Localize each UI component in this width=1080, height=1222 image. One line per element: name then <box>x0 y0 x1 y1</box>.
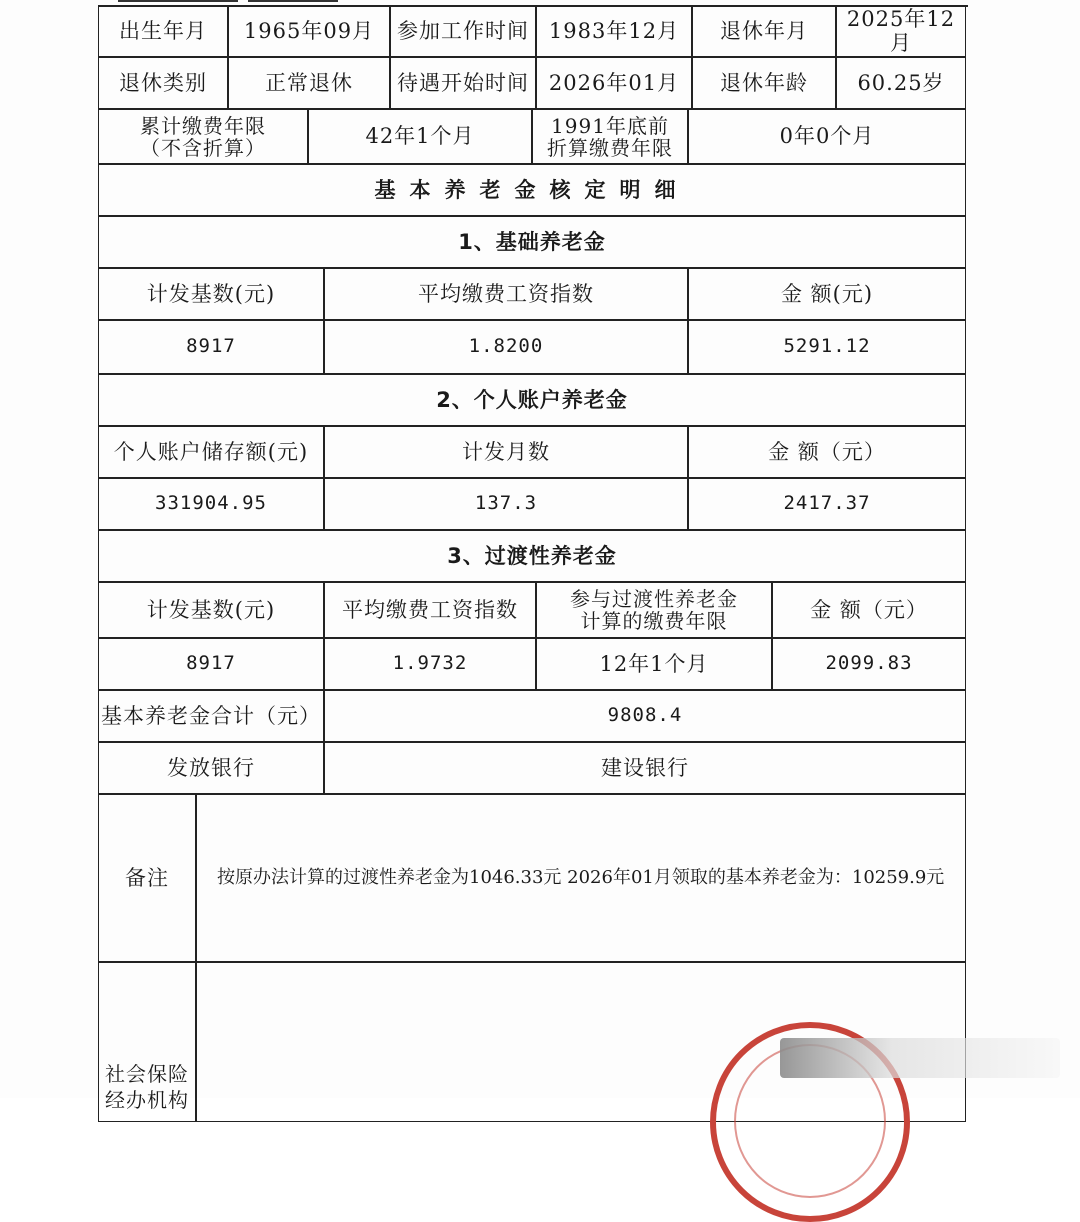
retire-age-label: 退休年龄 <box>692 57 836 109</box>
transition-years-value: 12年1个月 <box>536 638 772 690</box>
remark-label: 备注 <box>98 794 196 962</box>
basic-index-value: 1.8200 <box>324 320 688 374</box>
transition-years-header <box>536 582 772 638</box>
redaction-blur <box>780 1038 1060 1078</box>
personal-months-value: 137.3 <box>324 478 688 530</box>
basic-base-header: 计发基数(元) <box>98 268 324 320</box>
basic-index-header: 平均缴费工资指数 <box>324 268 688 320</box>
birth-value: 1965年09月 <box>228 5 390 57</box>
retire-type-value: 正常退休 <box>228 57 390 109</box>
retire-month-value: 2025年12月 <box>836 5 966 57</box>
work-start-label: 参加工作时间 <box>390 5 536 57</box>
total-years-value: 42年1个月 <box>308 109 532 164</box>
total-years-label-line2: （不含折算） <box>140 135 266 160</box>
pre1991-label-line2: 折算缴费年限 <box>547 135 673 160</box>
transition-index-value: 1.9732 <box>324 638 536 690</box>
transition-years-header-line1: 参与过渡性养老金 <box>570 587 738 611</box>
transition-pension-heading: 3、过渡性养老金 <box>98 530 966 582</box>
agency-label-line1: 社会保险 <box>105 1062 189 1086</box>
agency-label-line2: 经办机构 <box>105 1088 189 1112</box>
transition-base-header: 计发基数(元) <box>98 582 324 638</box>
pre1991-label <box>532 109 688 164</box>
bank-value: 建设银行 <box>324 742 966 794</box>
transition-base-value: 8917 <box>98 638 324 690</box>
pre1991-value: 0年0个月 <box>688 109 966 164</box>
benefit-start-label: 待遇开始时间 <box>390 57 536 109</box>
remark-text: 按原办法计算的过渡性养老金为1046.33元 2026年01月领取的基本养老金为：10259.9元 <box>196 794 966 962</box>
work-start-value: 1983年12月 <box>536 5 692 57</box>
detail-title: 基本养老金核定明细 <box>98 164 966 216</box>
transition-years-header-line2: 计算的缴费年限 <box>580 609 728 633</box>
personal-amount-header: 金 额（元） <box>688 426 966 478</box>
transition-index-header: 平均缴费工资指数 <box>324 582 536 638</box>
retire-age-value: 60.25岁 <box>836 57 966 109</box>
personal-balance-value: 331904.95 <box>98 478 324 530</box>
agency-label <box>98 962 196 1122</box>
personal-balance-header: 个人账户储存额(元) <box>98 426 324 478</box>
benefit-start-value: 2026年01月 <box>536 57 692 109</box>
total-years-label <box>98 109 308 164</box>
basic-base-value: 8917 <box>98 320 324 374</box>
total-pension-label: 基本养老金合计（元） <box>98 690 324 742</box>
basic-amount-header: 金 额(元) <box>688 268 966 320</box>
personal-months-header: 计发月数 <box>324 426 688 478</box>
pre1991-label-line1: 1991年底前 <box>551 113 669 138</box>
birth-label: 出生年月 <box>98 5 228 57</box>
personal-amount-value: 2417.37 <box>688 478 966 530</box>
personal-account-heading: 2、个人账户养老金 <box>98 374 966 426</box>
bank-label: 发放银行 <box>98 742 324 794</box>
retire-month-label: 退休年月 <box>692 5 836 57</box>
agency-label-text <box>105 1063 189 1121</box>
basic-pension-heading: 1、基础养老金 <box>98 216 966 268</box>
total-pension-value: 9808.4 <box>324 690 966 742</box>
retire-type-label: 退休类别 <box>98 57 228 109</box>
total-years-label-line1: 累计缴费年限 <box>140 113 266 138</box>
basic-amount-value: 5291.12 <box>688 320 966 374</box>
transition-amount-header: 金 额（元） <box>772 582 966 638</box>
transition-amount-value: 2099.83 <box>772 638 966 690</box>
